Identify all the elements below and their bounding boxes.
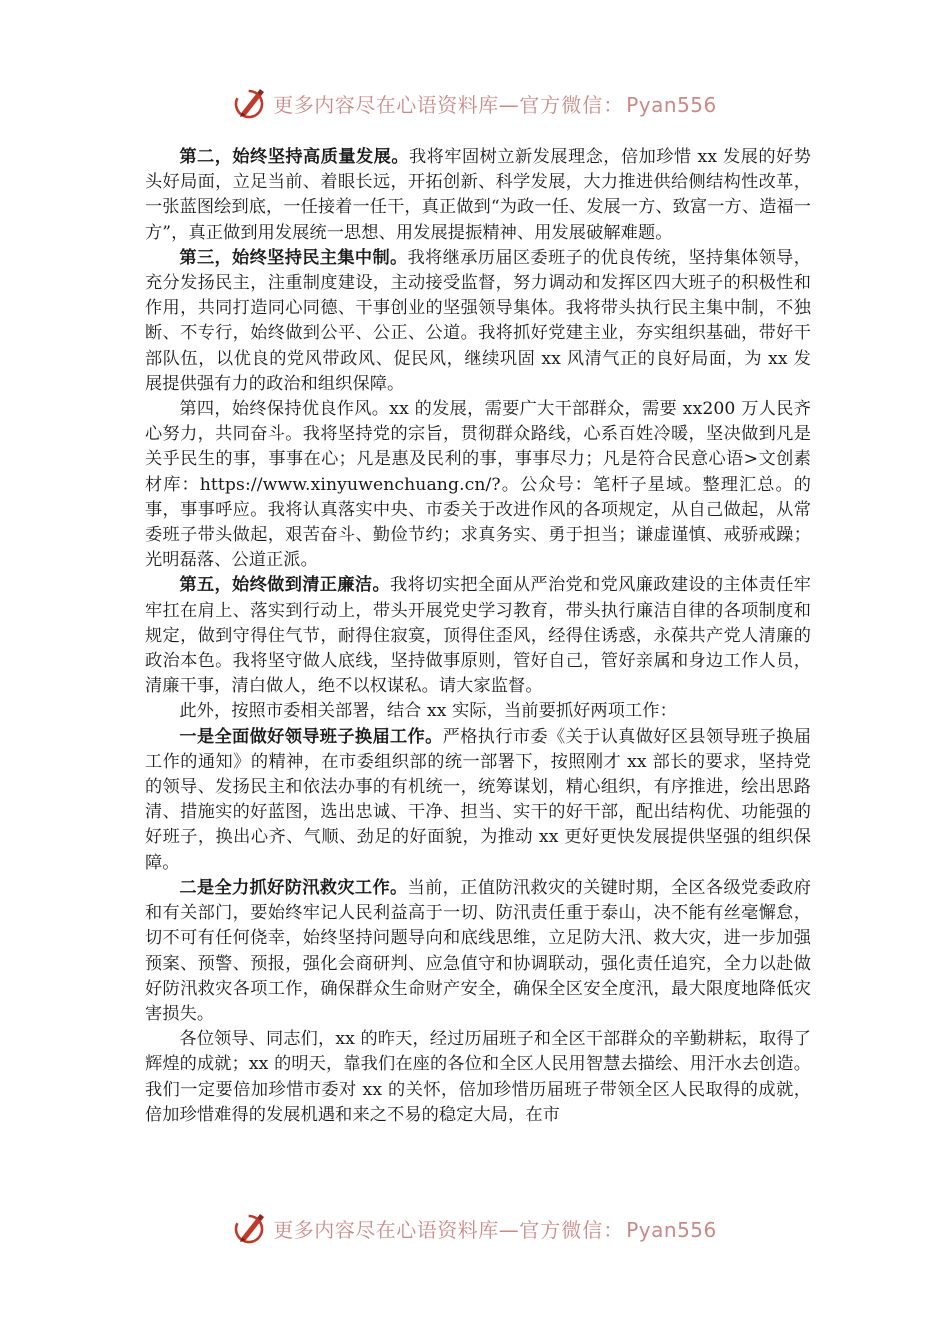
pen-in-circle-logo-icon xyxy=(233,1210,269,1246)
paragraph-lead: 第二，始终坚持高质量发展。 xyxy=(179,147,409,167)
paragraph-text: 第四，始终保持优良作风。xx 的发展，需要广大干部群众，需要 xx200 万人民齐心努力，共同奋斗。我将坚持党的宗旨，贯彻群众路线，心系百姓冷暖，坚决做到凡是关乎民生的事，事事在心；凡是惠及民利的事，事事尽力；凡是符合民意心语>文创素材库：https://www.xinyuwenchuang.cn/?。公众号：笔杆子星域。整理汇总。的事，事事呼应。我将认真落实中央、市委关于改进作风的各项规定，从自己做起，从常委班子带头做起，艰苦奋斗、勤俭节约；求真务实、勇于担当；谦虚谨慎、戒骄戒躁；光明磊落、公道正派。 xyxy=(145,399,811,571)
paragraph-lead: 第三，始终坚持民主集中制。 xyxy=(179,247,408,268)
paragraph-text: 严格执行市委《关于认真做好区县领导班子换届工作的通知》的精神，在市委组织部的统一部署下，按照刚才 xx 部长的要求，坚持党的领导、发扬民主和依法办事的有机统一，统筹谋划，精心组织，有序推进，绘出思路清、措施实的好蓝图，选出忠诚、干净、担当、实干的好干部，配出结构优、功能强的好班子，换出心齐、气顺、劲足的好面貌，为推动 xx 更好更快发展提供坚强的组织保障。 xyxy=(145,726,811,873)
header-banner xyxy=(0,83,950,123)
paragraph-lead: 第五，始终做到清正廉洁。 xyxy=(179,575,391,596)
footer-banner xyxy=(0,1208,950,1248)
paragraph-text: 各位领导、同志们，xx 的昨天，经过历届班子和全区干部群众的辛勤耕耘，取得了辉煌的成就；xx 的明天，靠我们在座的各位和全区人民用智慧去描绘、用汗水去创造。我们一定要倍加珍惜市委对 xx 的关怀，倍加珍惜历届班子带领全区人民取得的成就，倍加珍惜难得的发展机遇和来之不易的稳定大局，在市 xyxy=(145,1029,811,1125)
banner-text: 更多内容尽在心语资料库—官方微信： Pyan556 xyxy=(273,92,717,117)
banner-text: 更多内容尽在心语资料库—官方微信： Pyan556 xyxy=(273,1217,717,1242)
paragraph-lead: 二是全力抓好防汛救灾工作。 xyxy=(179,877,408,898)
paragraph-text: 我将继承历届区委班子的优良传统，坚持集体领导，充分发扬民主，注重制度建设，主动接受监督，努力调动和发挥区四大班子的积极性和作用，共同打造同心同德、干事创业的坚强领导集体。我将带头执行民主集中制，不独断、不专行，始终做到公平、公正、公道。我将抓好党建主业，夯实组织基础，带好干部队伍，以优良的党风带政风、促民风，继续巩固 xx 风清气正的良好局面，为 xx 发展提供强有力的政治和组织保障。 xyxy=(145,247,811,394)
pen-in-circle-logo-icon xyxy=(233,85,269,121)
paragraph xyxy=(145,397,811,573)
paragraph-text: 我将牢固树立新发展理念，倍加珍惜 xx 发展的好势头好局面，立足当前、着眼长远，开拓创新、科学发展，大力推进供给侧结构性改革，一张蓝图绘到底，一任接着一任干，真正做到“为政一任、发展一方、致富一方、造福一方”，真正做到用发展统一思想、用发展提振精神、用发展破解难题。 xyxy=(145,147,811,243)
paragraph xyxy=(145,725,811,876)
paragraph xyxy=(145,699,811,724)
paragraph xyxy=(145,145,811,246)
paragraph xyxy=(145,246,811,397)
paragraph xyxy=(145,876,811,1027)
document-body xyxy=(145,145,811,1128)
paragraph-text: 此外，按照市委相关部署，结合 xx 实际，当前要抓好两项工作： xyxy=(179,701,677,722)
paragraph-text: 我将切实把全面从严治党和党风廉政建设的主体责任牢牢扛在肩上、落实到行动上，带头开展党史学习教育，带头执行廉洁自律的各项制度和规定，做到守得住气节，耐得住寂寞，顶得住歪风，经得住诱惑，永葆共产党人清廉的政治本色。我将坚守做人底线，坚持做事原则，管好自己，管好亲属和身边工作人员，清廉干事，清白做人，绝不以权谋私。请大家监督。 xyxy=(145,575,811,697)
paragraph-lead: 一是全面做好领导班子换届工作。 xyxy=(179,726,443,747)
paragraph xyxy=(145,1027,811,1128)
paragraph-text: 当前，正值防汛救灾的关键时期，全区各级党委政府和有关部门，要始终牢记人民利益高于一切、防汛责任重于泰山，决不能有丝毫懈怠，切不可有任何侥幸，始终坚持问题导向和底线思维，立足防大汛、救大灾，进一步加强预案、预警、预报，强化会商研判、应急值守和协调联动，强化责任追究，全力以赴做好防汛救灾各项工作，确保群众生命财产安全，确保全区安全度汛，最大限度地降低灾害损失。 xyxy=(145,877,811,1024)
paragraph xyxy=(145,573,811,699)
